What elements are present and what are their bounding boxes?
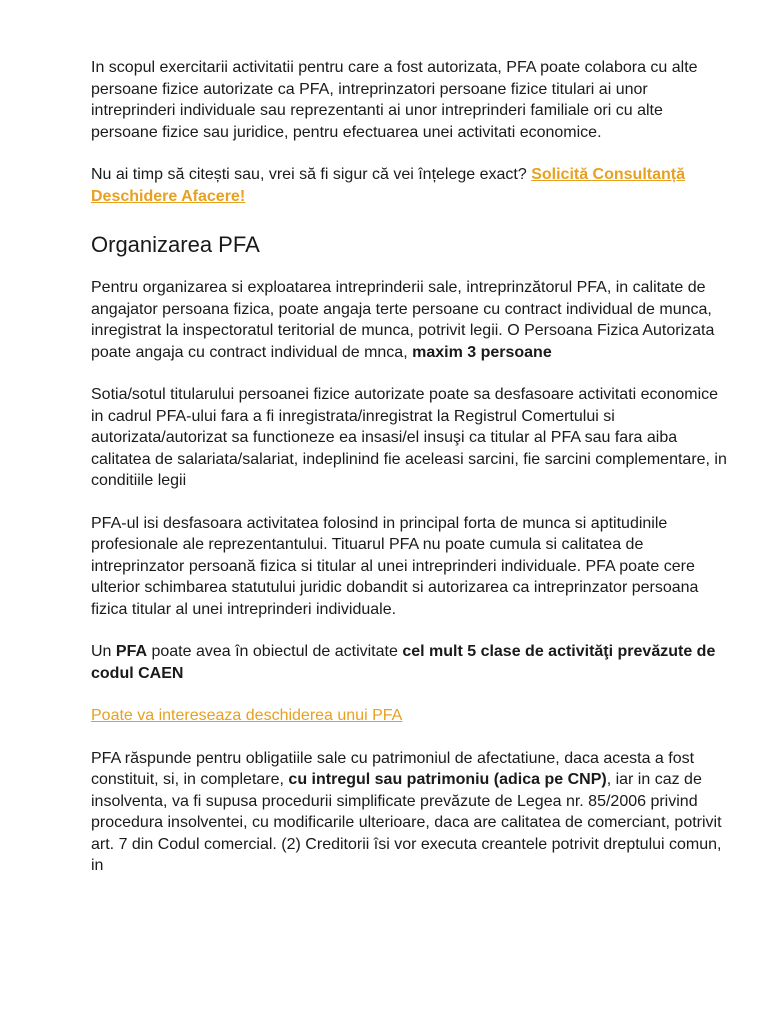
paragraph-activity: PFA-ul isi desfasoara activitatea folosind in principal forta de munca si aptitudinile profesionale ale reprezentantului. Tituarul PFA nu poate cumula si calitatea de intreprinzator persoană fizica si titular al unei intreprinderi individuale. PFA poate cere ulterior schimbarea statutului juridic dobandit si autorizarea ca intreprinzator persoana fizica titular al unei intreprinderi individuale. [91,514,699,618]
paragraph-caen [91,641,731,684]
section-heading: Organizarea PFA [91,232,260,257]
open-pfa-link[interactable]: Poate va intereseaza deschiderea unui PFA [91,707,403,724]
caen-text-a: Un [91,643,116,660]
organization-text: Pentru organizarea si exploatarea intreprinderii sale, intreprinzătorul PFA, in calitate de angajator persoana fizica, poate angaja terte persoane cu contract individual de munca, inregistrat la inspectoratul teritorial de munca, potrivit legii. O Persoana Fizica Autorizata poate angaja cu contract individual de mnca, [91,279,715,361]
article-body [91,57,731,877]
paragraph-spouse: Sotia/sotul titularului persoanei fizice autorizate poate sa desfasoare activitati economice in cadrul PFA-ului fara a fi inregistrata/inregistrat la Registrul Comertului si autorizata/autorizat sa functioneze ea insasi/el insuşi ca titular al PFA sau fara aiba calitatea de salariata/salariat, indeplinind fie aceleasi sarcini, fie sarcini complementare, in conditiile legii [91,386,727,489]
paragraph-interest-link [91,705,731,727]
caen-text-c: poate avea în obiectul de activitate [147,643,403,660]
paragraph-consultancy [91,164,731,207]
liability-text-a: PFA răspunde pentru obligatiile sale cu patrimoniul de afectatiune, daca acesta a fost constituit, si, in completare, [91,749,695,788]
paragraph-organization [91,277,731,363]
liability-bold: cu intregul sau patrimoniu (adica pe CNP) [288,771,607,788]
consultancy-link[interactable]: Solicită Consultanță Deschidere Afacere! [91,166,685,205]
liability-text-c: , iar in caz de insolventa, va fi supusa procedurii simplificate prevăzute de Legea nr. 85/2006 privind procedura insolventei, cu modificarile ulterioare, daca are calitatea de comerciant, potrivit art. 7 din Codul comercial. (2) Creditorii îsi vor executa creantele potrivit dreptului comun, in [91,771,722,874]
caen-pfa-bold: PFA [115,643,148,660]
consultancy-question: Nu ai timp să citești sau, vrei să fi sigur că vei înțelege exact? [91,166,532,183]
paragraph-liability [91,748,731,877]
paragraph-collaboration: In scopul exercitarii activitatii pentru care a fost autorizata, PFA poate colabora cu alte persoane fizice autorizate ca PFA, intreprinzatori persoane fizice titulari ai unor intreprinderi individuale sau reprezentanti ai unor intreprinderi familiale ori cu alte persoane fizice sau juridice, pentru efectuarea unei activitati economice. [91,59,698,141]
caen-classes-bold: cel mult 5 clase de activităţi prevăzute de codul CAEN [91,643,716,682]
organization-max-persons: maxim 3 persoane [412,343,552,361]
